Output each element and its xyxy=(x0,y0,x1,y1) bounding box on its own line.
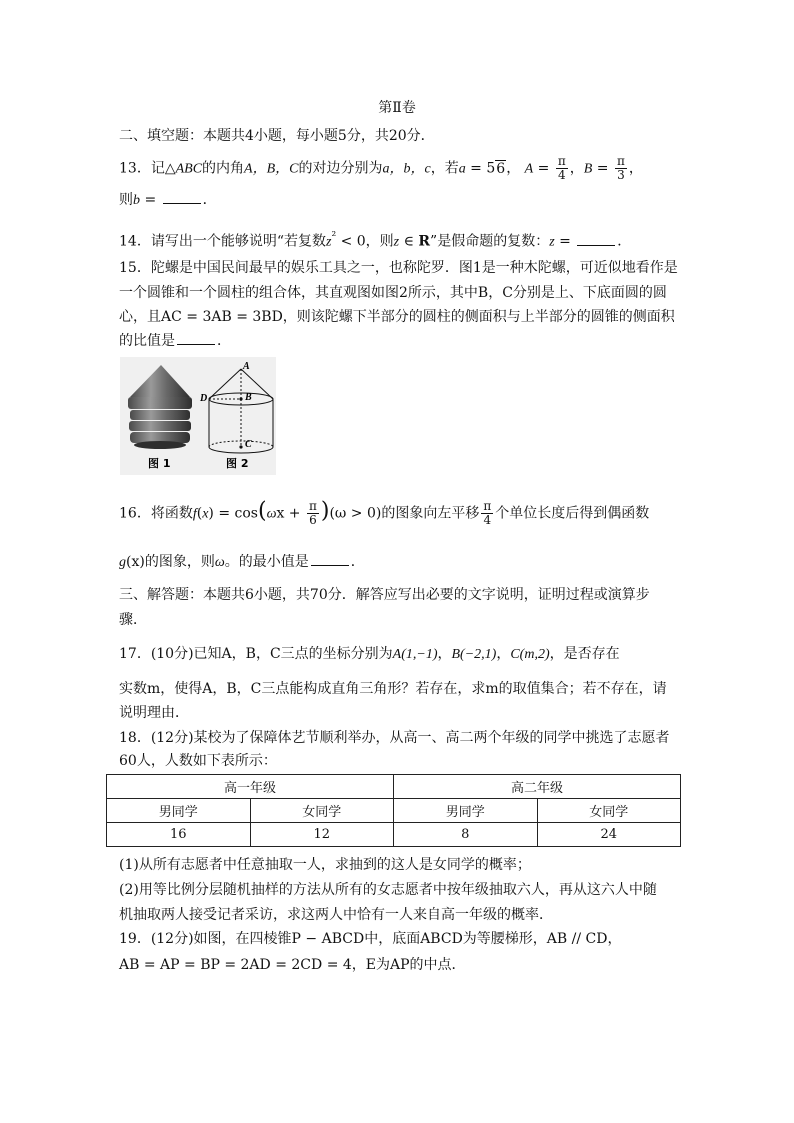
sqrt-six: 6 xyxy=(496,160,506,177)
q13-line2: 则b = ． xyxy=(119,192,217,208)
q18-line2: 60人，人数如下表所示： xyxy=(119,753,277,769)
table-row xyxy=(107,775,681,799)
q15-line3: 心，且AC = 3AB = 3BD，则该陀螺下半部分的圆柱的侧面积与上半部分的圆锥的侧面积 xyxy=(119,309,675,325)
table-row xyxy=(107,823,681,847)
q19-line1: 19．(12分)如图，在四棱锥P − ABCD中，底面ABCD为等腰梯形，AB // CD， xyxy=(119,931,622,947)
q15-line1: 15．陀螺是中国民间最早的娱乐工具之一，也称陀罗．图1是一种木陀螺，可近似地看作是 xyxy=(119,260,678,276)
table-cell: 女同学 xyxy=(537,799,681,823)
q15-line4: 的比值是 ． xyxy=(119,333,231,349)
label-a: A xyxy=(243,361,250,372)
figure-drawing xyxy=(120,357,276,475)
cone-cylinder-diagram xyxy=(209,369,273,453)
label-d: D xyxy=(200,393,208,404)
top-ring xyxy=(130,410,190,420)
q18-part2-line1: (2)用等比例分层随机抽样的方法从所有的女志愿者中按年级抽取六人，再从这六人中随 xyxy=(119,882,657,898)
top-base xyxy=(134,441,186,449)
q18-part2-line2: 机抽取两人接受记者采访，求这两人中恰有一人来自高一年级的概率． xyxy=(119,907,553,923)
q16-line2: g(x)的图象，则ω。的最小值是 ． xyxy=(119,554,365,570)
section-title: 第Ⅱ卷 xyxy=(378,100,416,116)
fraction-pi-6: $\frac{\pi}{6}$ xyxy=(308,499,317,527)
q13-line1: 13．记△ABC的内角A，B，C的对边分别为a，b，c，若a = 56， A = $\frac{\pi}{4}$ ，B = $\frac{\pi}{3}$ ， xyxy=(119,154,643,182)
point-b xyxy=(239,397,242,400)
table-cell: 8 xyxy=(394,823,538,847)
q18-part1: (1)从所有志愿者中任意抽取一人，求抽到的这人是女同学的概率； xyxy=(119,857,531,873)
section3-line1: 三、解答题：本题共6小题，共70分．解答应写出必要的文字说明，证明过程或演算步 xyxy=(119,587,650,603)
q18-line1: 18．(12分)某校为了保障体艺节顺利举办，从高一、高二两个年级的同学中挑选了志愿者 xyxy=(119,730,670,746)
answer-blank[interactable] xyxy=(311,552,349,566)
figure1-caption: 图 1 xyxy=(148,457,171,470)
figure2-caption: 图 2 xyxy=(226,457,249,470)
table-cell: 男同学 xyxy=(394,799,538,823)
table-row xyxy=(107,799,681,823)
top-cone-shape xyxy=(130,365,190,397)
q17-line1: 17．(10分)已知A，B，C三点的坐标分别为A(1,−1)，B(−2,1)，C(m,2)，是否存在 xyxy=(119,646,620,662)
answer-blank[interactable] xyxy=(177,331,215,345)
label-c: C xyxy=(245,439,252,450)
table-cell: 24 xyxy=(537,823,681,847)
q15-line2: 一个圆锥和一个圆柱的组合体，其直观图如图2所示，其中B，C分别是上、下底面圆的圆 xyxy=(119,285,667,301)
fraction-pi-3: $\frac{\pi}{3}$ xyxy=(616,154,625,182)
section3-line2: 骤． xyxy=(119,612,147,628)
answer-blank[interactable] xyxy=(163,190,201,204)
table-cell: 男同学 xyxy=(107,799,251,823)
label-b: B xyxy=(245,392,252,403)
table-cell: 高二年级 xyxy=(394,775,681,799)
section2-heading: 二、填空题：本题共4小题，每小题5分，共20分． xyxy=(119,128,435,144)
volunteer-table xyxy=(106,774,681,847)
table-cell: 高一年级 xyxy=(107,775,394,799)
top-ring xyxy=(129,421,191,431)
table-cell: 16 xyxy=(107,823,251,847)
q14-line: 14．请写出一个能够说明“若复数$z^{^2} < 0$，则z ∈ R”是假命题的复数：z = ． xyxy=(119,229,632,250)
fraction-pi-4: $\frac{\pi}{4}$ xyxy=(557,154,566,182)
q17-line2: 实数m，使得A，B，C三点能构成直角三角形？若存在，求m的取值集合；若不存在，请 xyxy=(119,681,667,697)
answer-blank[interactable] xyxy=(577,232,615,246)
table-cell: 女同学 xyxy=(250,799,394,823)
table-cell: 12 xyxy=(250,823,394,847)
spinning-top-figure xyxy=(120,357,276,475)
q16-line1: 16．将函数f(x) = cos(ωx + $\frac{\pi}{6}$ )(ω > 0)的图象向左平移 $\frac{\pi}{4}$ 个单位长度后得到偶函数 xyxy=(119,498,650,527)
q17-line3: 说明理由． xyxy=(119,705,189,721)
q19-line2: AB = AP = BP = 2AD = 2CD = 4，E为AP的中点． xyxy=(119,957,466,973)
point-c xyxy=(239,445,242,448)
top-ring xyxy=(128,397,192,409)
fraction-pi-4: $\frac{\pi}{4}$ xyxy=(483,499,492,527)
